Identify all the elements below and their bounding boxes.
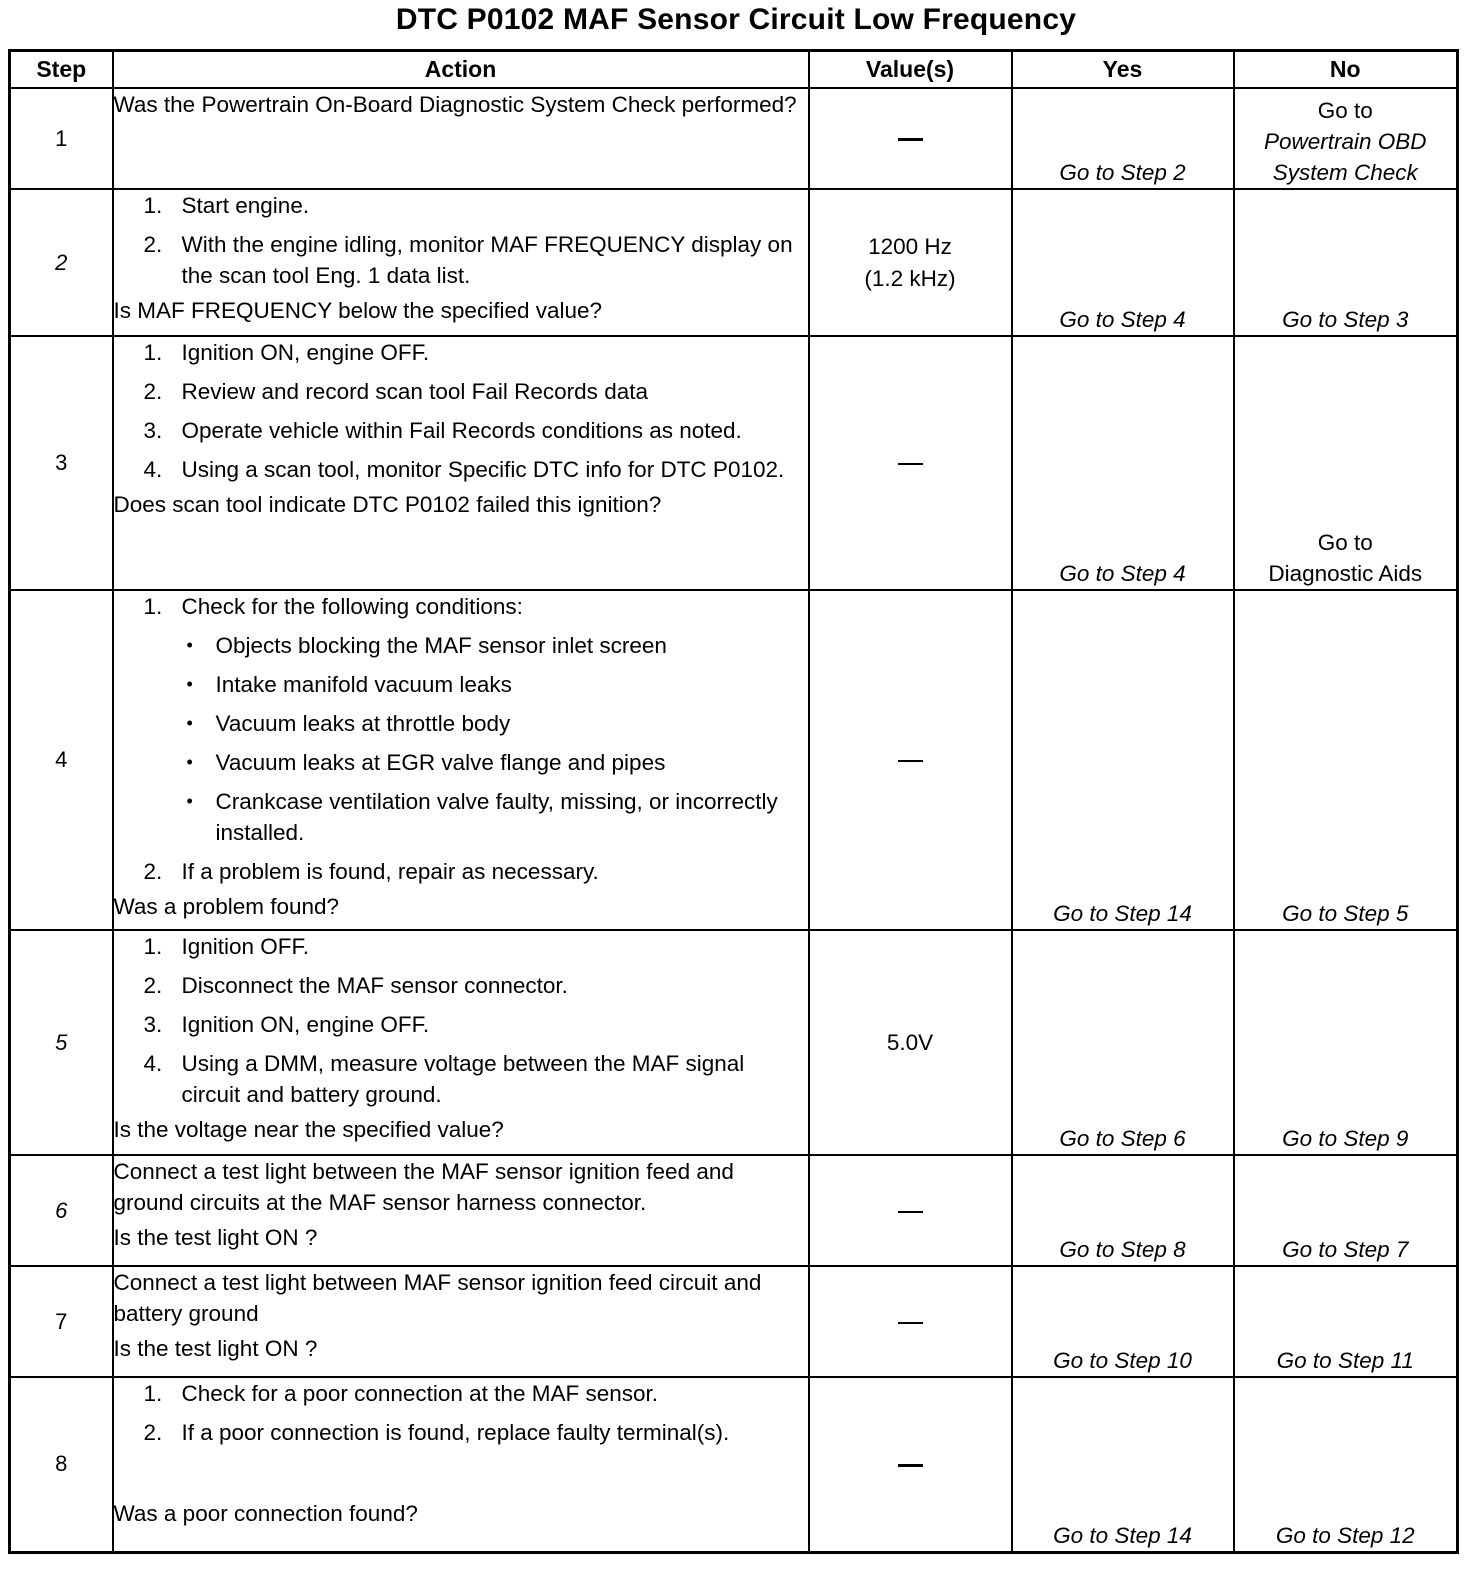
step-number: 2 bbox=[10, 189, 113, 336]
no-cell: Go to Step 5 bbox=[1234, 590, 1458, 930]
action-step: 1. Check for the following conditions: • Objects blocking the MAF sensor inlet screen • Intake manifold vacuum leaks • Vacuum leaks at throttle body • Vacuum leaks at EGR valve flange and pipes • Crankcase ventilation valve faulty, missing, or incorrectly installed. bbox=[114, 591, 808, 848]
action-step: 1. Check for a poor connection at the MAF sensor. bbox=[143, 1381, 658, 1406]
table-row bbox=[10, 189, 1458, 336]
action-step: 4. Using a scan tool, monitor Specific DTC info for DTC P0102. bbox=[143, 457, 785, 482]
action-question: Does scan tool indicate DTC P0102 failed this ignition? bbox=[113, 492, 662, 517]
value-dash bbox=[898, 463, 923, 465]
diagnostic-table bbox=[8, 49, 1459, 1554]
action-step: 3. Ignition ON, engine OFF. bbox=[143, 1012, 430, 1037]
header-row bbox=[10, 51, 1458, 89]
action-step: 1. Ignition OFF. bbox=[143, 934, 310, 959]
condition-item: • Intake manifold vacuum leaks bbox=[182, 669, 808, 700]
step-number: 6 bbox=[10, 1155, 113, 1266]
action-cell bbox=[113, 930, 809, 1155]
value-line: 1200 Hz bbox=[868, 233, 952, 259]
value-cell bbox=[809, 336, 1012, 590]
table-row bbox=[10, 1266, 1458, 1377]
action-question: Was a poor connection found? bbox=[113, 1501, 418, 1526]
header-no: No bbox=[1234, 51, 1458, 89]
header-step: Step bbox=[10, 51, 113, 89]
action-cell bbox=[113, 336, 809, 590]
action-question: Is the test light ON ? bbox=[113, 1336, 318, 1361]
step-number: 8 bbox=[10, 1377, 113, 1552]
action-step: 2. Review and record scan tool Fail Records data bbox=[143, 379, 648, 404]
action-steps bbox=[114, 931, 808, 1110]
no-cell: Go to Step 12 bbox=[1234, 1377, 1458, 1552]
action-text: Was the Powertrain On-Board Diagnostic System Check performed? bbox=[113, 92, 797, 117]
action-question: Is the test light ON ? bbox=[113, 1225, 318, 1250]
yes-cell: Go to Step 4 bbox=[1012, 336, 1234, 590]
header-yes: Yes bbox=[1012, 51, 1234, 89]
table-row bbox=[10, 336, 1458, 590]
no-cell: Go to Step 3 bbox=[1234, 189, 1458, 336]
table-row bbox=[10, 88, 1458, 189]
action-cell bbox=[113, 1377, 809, 1552]
action-steps bbox=[114, 591, 808, 887]
condition-list bbox=[182, 630, 808, 848]
yes-cell: Go to Step 14 bbox=[1012, 590, 1234, 930]
action-question: Is the voltage near the specified value? bbox=[113, 1117, 504, 1142]
yes-cell: Go to Step 4 bbox=[1012, 189, 1234, 336]
action-step: 1. Ignition ON, engine OFF. bbox=[143, 340, 430, 365]
no-cell: Go to Step 9 bbox=[1234, 930, 1458, 1155]
step-number: 4 bbox=[10, 590, 113, 930]
action-cell bbox=[113, 189, 809, 336]
yes-cell: Go to Step 6 bbox=[1012, 930, 1234, 1155]
action-step: 2. If a poor connection is found, replace faulty terminal(s). bbox=[143, 1420, 730, 1445]
no-cell: Go to Step 11 bbox=[1234, 1266, 1458, 1377]
value-cell bbox=[809, 88, 1012, 189]
header-action: Action bbox=[113, 51, 809, 89]
value-dash bbox=[898, 1464, 923, 1467]
table-row bbox=[10, 930, 1458, 1155]
value-cell bbox=[809, 1155, 1012, 1266]
value-cell bbox=[809, 1266, 1012, 1377]
action-cell bbox=[113, 1155, 809, 1266]
yes-cell: Go to Step 8 bbox=[1012, 1155, 1234, 1266]
condition-item: • Crankcase ventilation valve faulty, missing, or incorrectly installed. bbox=[182, 786, 808, 848]
value-dash bbox=[898, 138, 923, 141]
action-text: Connect a test light between the MAF sensor ignition feed and ground circuits at the MAF sensor harness connector. bbox=[113, 1159, 734, 1215]
yes-cell: Go to Step 10 bbox=[1012, 1266, 1234, 1377]
table-row bbox=[10, 1155, 1458, 1266]
no-line: Go to bbox=[1317, 530, 1373, 555]
table-row bbox=[10, 590, 1458, 930]
action-steps bbox=[114, 190, 808, 291]
value-cell bbox=[809, 590, 1012, 930]
action-steps bbox=[114, 337, 808, 485]
no-line: Powertrain OBD bbox=[1263, 129, 1427, 154]
value-line: (1.2 kHz) bbox=[864, 265, 956, 291]
value-cell: 5.0V bbox=[809, 930, 1012, 1155]
step-number: 1 bbox=[10, 88, 113, 189]
action-text: Connect a test light between MAF sensor ignition feed circuit and battery ground bbox=[113, 1270, 762, 1326]
action-step: 2. If a problem is found, repair as necessary. bbox=[143, 859, 599, 884]
yes-cell: Go to Step 2 bbox=[1012, 88, 1234, 189]
page-title: DTC P0102 MAF Sensor Circuit Low Frequency bbox=[395, 3, 1077, 36]
no-line: Go to bbox=[1317, 98, 1373, 123]
action-step: 2. With the engine idling, monitor MAF FREQUENCY display on the scan tool Eng. 1 data list. bbox=[143, 232, 793, 288]
action-cell bbox=[113, 88, 809, 189]
action-step: 2. Disconnect the MAF sensor connector. bbox=[143, 973, 568, 998]
value-cell bbox=[809, 189, 1012, 336]
step-number: 5 bbox=[10, 930, 113, 1155]
step-number: 3 bbox=[10, 336, 113, 590]
action-step: 4. Using a DMM, measure voltage between the MAF signal circuit and battery ground. bbox=[143, 1051, 745, 1107]
value-dash bbox=[898, 1211, 923, 1213]
action-question: Was a problem found? bbox=[113, 894, 340, 919]
condition-item: • Objects blocking the MAF sensor inlet screen bbox=[182, 630, 808, 661]
value-dash bbox=[898, 1322, 923, 1324]
action-step: 1. Start engine. bbox=[143, 193, 310, 218]
no-line: System Check bbox=[1272, 160, 1418, 185]
no-cell bbox=[1234, 88, 1458, 189]
table-row bbox=[10, 1377, 1458, 1552]
no-cell bbox=[1234, 336, 1458, 590]
yes-cell: Go to Step 14 bbox=[1012, 1377, 1234, 1552]
action-steps bbox=[114, 1378, 808, 1448]
value-cell bbox=[809, 1377, 1012, 1552]
action-cell bbox=[113, 590, 809, 930]
action-cell bbox=[113, 1266, 809, 1377]
action-question: Is MAF FREQUENCY below the specified value? bbox=[113, 298, 603, 323]
no-line: Diagnostic Aids bbox=[1268, 561, 1423, 586]
condition-item: • Vacuum leaks at EGR valve flange and pipes bbox=[182, 747, 808, 778]
header-values: Value(s) bbox=[809, 51, 1012, 89]
value-dash bbox=[898, 760, 923, 762]
action-step: 3. Operate vehicle within Fail Records conditions as noted. bbox=[143, 418, 742, 443]
condition-item: • Vacuum leaks at throttle body bbox=[182, 708, 808, 739]
no-cell: Go to Step 7 bbox=[1234, 1155, 1458, 1266]
step-number: 7 bbox=[10, 1266, 113, 1377]
